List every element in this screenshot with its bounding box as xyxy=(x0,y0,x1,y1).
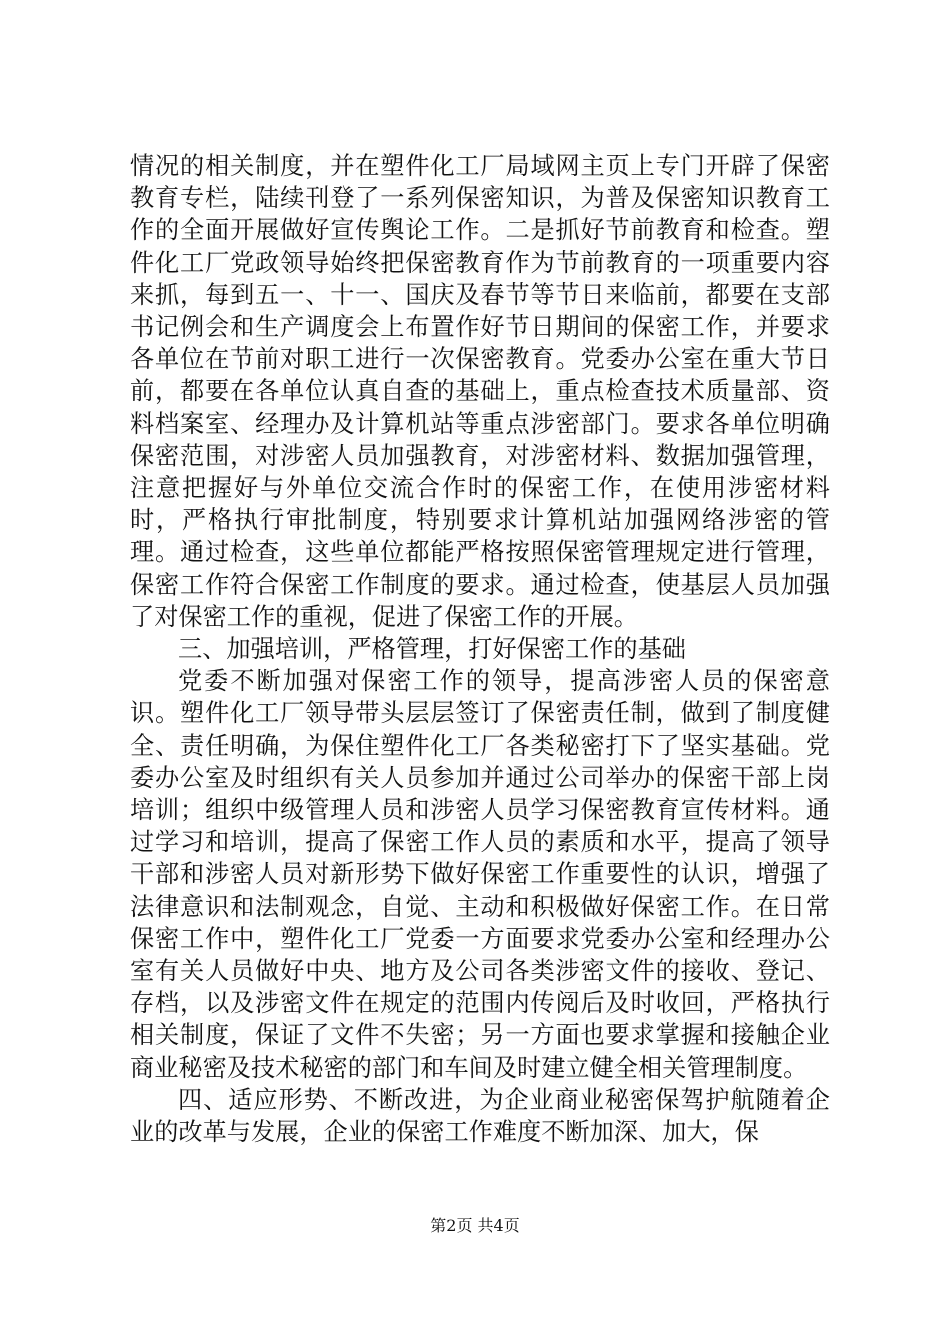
document-body xyxy=(130,150,830,1148)
paragraph-training: 党委不断加强对保密工作的领导，提高涉密人员的保密意识。塑件化工厂领导带头层层签订了保密责任制，做到了制度健全、责任明确，为保住塑件化工厂各类秘密打下了坚实基础。党委办公室及时组织有关人员参加并通过公司举办的保密干部上岗培训；组织中级管理人员和涉密人员学习保密教育宣传材料。通过学习和培训，提高了保密工作人员的素质和水平，提高了领导干部和涉密人员对新形势下做好保密工作重要性的认识，增强了法律意识和法制观念，自觉、主动和积极做好保密工作。在日常保密工作中，塑件化工厂党委一方面要求党委办公室和经理办公室有关人员做好中央、地方及公司各类涉密文件的接收、登记、存档，以及涉密文件在规定的范围内传阅后及时收回，严格执行相关制度，保证了文件不失密；另一方面也要求掌握和接触企业商业秘密及技术秘密的部门和车间及时建立健全相关管理制度。 xyxy=(130,667,830,1082)
page-number-footer: 第2页 共4页 xyxy=(430,1216,520,1235)
paragraph-continuation: 情况的相关制度，并在塑件化工厂局域网主页上专门开辟了保密教育专栏，陆续刊登了一系列保密知识，为普及保密知识教育工作的全面开展做好宣传舆论工作。二是抓好节前教育和检查。塑件化工厂党政领导始终把保密教育作为节前教育的一项重要内容来抓，每到五一、十一、国庆及春节等节日来临前，都要在支部书记例会和生产调度会上布置作好节日期间的保密工作，并要求各单位在节前对职工进行一次保密教育。党委办公室在重大节日前，都要在各单位认真自查的基础上，重点检查技术质量部、资料档案室、经理办及计算机站等重点涉密部门。要求各单位明确保密范围，对涉密人员加强教育，对涉密材料、数据加强管理，注意把握好与外单位交流合作时的保密工作，在使用涉密材料时，严格执行审批制度，特别要求计算机站加强网络涉密的管理。通过检查，这些单位都能严格按照保密管理规定进行管理，保密工作符合保密工作制度的要求。通过检查，使基层人员加强了对保密工作的重视，促进了保密工作的开展。 xyxy=(130,152,830,631)
section-heading-4: 四、适应形势、不断改进，为企业商业秘密保驾护航随着企业的改革与发展，企业的保密工作难度不断加深、加大，保 xyxy=(130,1085,830,1147)
section-heading-3: 三、加强培训，严格管理，打好保密工作的基础 xyxy=(178,635,686,664)
